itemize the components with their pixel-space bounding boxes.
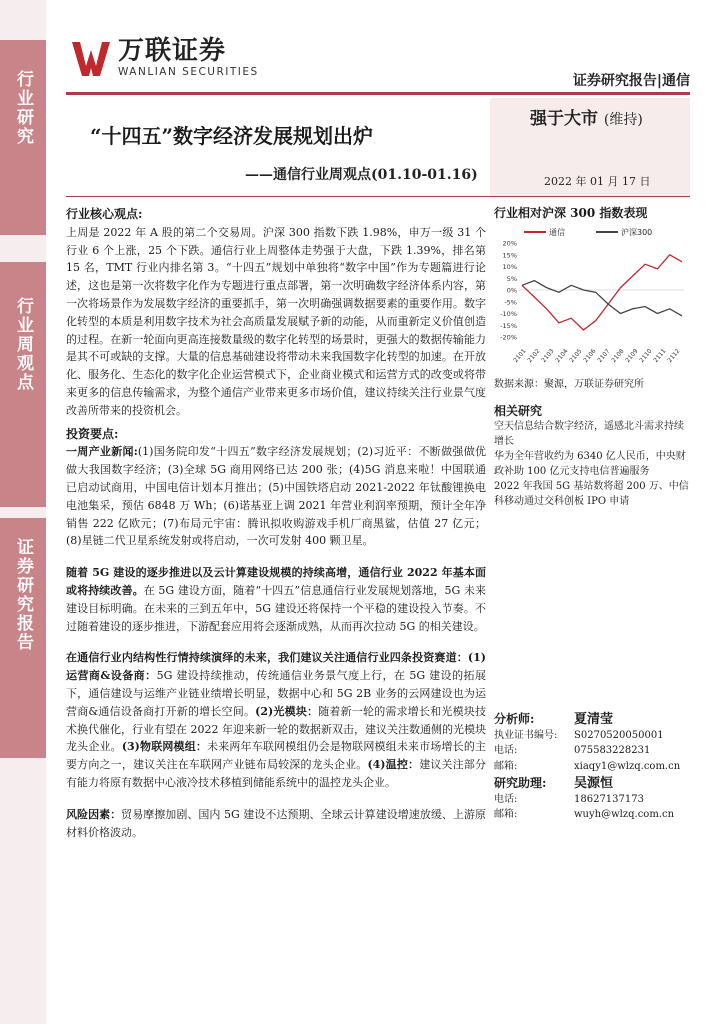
rating: [530, 104, 643, 129]
related-title: 相关研究: [494, 404, 543, 418]
header-rule: [66, 92, 690, 95]
analyst-label: 分析师:: [494, 712, 535, 726]
direction-2-body: 随着新一轮的需求增长和光模块技术换代催化，行业有望在 2022 年迎来新一轮的数据新双击，建议关注数通侧的光模块龙头企业。: [66, 704, 486, 754]
related-item[interactable]: 空天信息结合数字经济，遥感北斗需求持续增长: [494, 421, 684, 447]
points-title: 投资要点:: [66, 426, 119, 441]
page-subtitle: ——通信行业周观点(01.10-01.16): [245, 167, 478, 183]
x-tick-label: 2111: [652, 347, 668, 364]
core-body: 上周是 2022 年 A 股的第二个交易周。沪深 300 指数下跌 1.98%，申万一级 31 个行业 6 个上涨，25 个下跌。通信行业上周整体走势强于大盘，下跌 1.39%，排名第 15 名，TMT 行业内排名第 3。“十四五”规划中单独将“数字中国”作为专题篇进行论述，这也是第一次将数字化作为专题进行重点部署，第一次明确数字经济体系内容，第一次将场景作为发展数字经济的重要抓手，第一次明确强调数据要素的重要作用。数字化转型的本质是利用数字技术为社会高质量发展赋予新的动能，从而重新定义价值创造的过程。在新一轮面向更高连接数量级的数字化转型的场景时，更强大的数据传输能力是其不可或缺的支撑。大量的信息基础建设将带动未来我国数字化转型的加速。在开放化、服务化、生态化的数字化企业运营模式下，企业商业模式和运营方式的改变或将带来更多的信息传输需求，为整个通信产业带来更多市场价值，建议持续关注行业景气度改善所带来的投资机会。: [66, 225, 486, 417]
y-tick-label: -20%: [500, 333, 517, 342]
direction-4-body: 建议关注部分有能力将原有数据中心液冷技术移植到储能系统中的温控龙头企业。: [66, 758, 487, 789]
y-tick-label: 15%: [502, 251, 517, 260]
trend-body: 在 5G 建设方面，随着“十四五”信息通信行业发展规划落地，5G 未来建设目标明确。在未来的三到五年中，5G 建设还将保持一个平稳的建设投入节奏。不过随着建设的逐步推进，下游配套应用将会逐渐成熟，从而再次拉动 5G 的相关建设。: [66, 583, 486, 633]
x-tick-label: 2102: [526, 347, 542, 364]
trend-paragraph: [66, 564, 486, 635]
y-tick-label: 20%: [502, 239, 517, 248]
report-type: 证券研究报告|通信: [572, 73, 690, 89]
assistant-phone-row: [494, 792, 692, 808]
x-tick-label: 2110: [638, 347, 654, 364]
right-column: [494, 206, 692, 509]
brand-logo: [70, 38, 259, 78]
direction-1-body: 5G 建设持续推动，传统通信业务景气度上行，在 5G 建设的拓展下，通信建设与运维产业链业绩增长明显，数据中心和 5G 2B 业务的云网建设也为运营商&通信设备商打开新的增长空间。: [66, 669, 486, 718]
rating-note: (维持): [603, 112, 643, 128]
analyst-row: [494, 712, 692, 728]
y-tick-label: -10%: [500, 310, 517, 318]
x-tick-label: 2112: [666, 347, 682, 364]
assistant-row: [494, 776, 692, 792]
brand-name-cn: 万联证券: [118, 36, 227, 66]
analyst-name: 夏清莹: [574, 712, 614, 727]
legend-label: 沪深300: [621, 228, 653, 237]
sidebar-block-securities-report: [0, 518, 46, 758]
y-tick-label: 5%: [506, 274, 517, 283]
cert-row: [494, 728, 692, 744]
assistant-email-label: 邮箱:: [494, 809, 518, 820]
legend-label: 通信: [549, 228, 565, 237]
y-tick-label: 10%: [502, 263, 517, 271]
page-title: “十四五”数字经济发展规划出炉: [90, 124, 374, 148]
direction-2-label: (2)光模块：: [255, 704, 319, 718]
risk-body: 贸易摩擦加剧、国内 5G 建设不达预期、全球云计算建设增速放缓、上游原材料价格波动。: [66, 807, 487, 839]
risk-label: 风险因素：: [66, 807, 122, 821]
assistant-phone-value: 18627137173: [574, 793, 644, 805]
news-paragraph: [66, 443, 486, 550]
news-body: (1)国务院印发“十四五”数字经济发展规划；(2)习近平：不断做强做优做大我国数字经济；(3)全球 5G 商用网络已达 200 张；(4)5G 消息来啦！中国联通已启动试商用，中国电信计划本月推出；(5)中国铁塔启动 2021-2022 年钛酸锂换电电池集采，预估 6848 万 Wh；(6)诺基亚上调 2021 年营业利润率预期，预计全年净销售 222 亿欧元；(7)布局元宇宙：腾讯拟收购游戏手机厂商黑鲨，估值 27 亿元；(8)星链二代卫星系统发射或将启动，一次可发射 400 颗卫星。: [66, 445, 486, 548]
core-title: 行业核心观点:: [66, 207, 143, 221]
main-content: [66, 206, 486, 841]
x-tick-label: 2101: [512, 347, 528, 364]
related-item[interactable]: 2022 年我国 5G 基站数将超 200 万、中信科移动通过交科创板 IPO 申请: [494, 481, 689, 507]
chart-source: 数据来源：聚源，万联证券研究所: [494, 379, 644, 390]
x-tick-label: 2108: [610, 347, 626, 364]
rating-value: 强于大市: [530, 109, 598, 129]
assistant-phone-label: 电话:: [494, 793, 518, 805]
report-date: 2022 年 01 月 17 日: [544, 175, 651, 188]
wanlian-logo-icon: [70, 38, 112, 78]
relative-performance-chart: [494, 225, 692, 375]
news-label: 一周产业新闻:: [66, 445, 138, 459]
x-tick-label: 2104: [554, 347, 570, 364]
related-item[interactable]: 华为全年营收约为 6340 亿人民币，中央财政补助 100 亿元支持电信普遍服务: [494, 451, 686, 477]
x-tick-label: 2109: [624, 347, 640, 364]
y-tick-label: 0%: [506, 286, 517, 295]
sidebar-block-industry-research: [0, 40, 46, 235]
phone-label: 电话:: [494, 745, 518, 756]
y-tick-label: -5%: [504, 298, 517, 307]
sidebar-label: 行业周观点: [13, 297, 33, 392]
analyst-block: [494, 712, 692, 823]
risk-paragraph: [66, 806, 486, 842]
y-tick-label: -15%: [500, 321, 517, 330]
x-tick-label: 2107: [596, 347, 612, 364]
direction-1-label: (1)运营商&设备商：: [66, 651, 486, 683]
trend-bold: 随着 5G 建设的逐步推进以及云计算建设规模的持续高增，通信行业 2022 年基本面或将持续改善。: [66, 566, 486, 597]
assistant-label: 研究助理:: [494, 776, 547, 790]
related-list: [494, 419, 692, 509]
directions-paragraph: [66, 649, 486, 791]
x-tick-label: 2103: [540, 347, 556, 364]
sidebar-label: 证券研究报告: [13, 538, 33, 652]
cert-label: 执业证书编号:: [494, 729, 558, 741]
assistant-email-link[interactable]: wuyh@wlzq.com.cn: [574, 809, 675, 820]
phone-value: 075583228231: [574, 745, 651, 756]
direction-3-label: (3)物联网模组：: [121, 740, 208, 754]
email-label: 邮箱:: [494, 760, 518, 772]
brand-name-en: WANLIAN SECURITIES: [118, 66, 259, 78]
email-row: [494, 759, 692, 775]
email-link[interactable]: xiaqy1@wlzq.com.cn: [574, 760, 681, 772]
direction-4-label: (4)温控：: [367, 758, 420, 772]
series-line: [522, 281, 682, 316]
section-rule: [66, 196, 690, 197]
series-line: [522, 255, 682, 330]
direction-3-body: 未来两年车联网模组仍会是物联网模组未来市场增长的主要方向之一，建议关注在车联网产业链布局较深的龙头企业。: [66, 740, 486, 772]
assistant-email-row: [494, 807, 692, 823]
x-tick-label: 2106: [582, 347, 598, 364]
sidebar-block-weekly: [0, 262, 46, 507]
sidebar-label: 行业研究: [13, 70, 33, 146]
assistant-name: 吴源恒: [574, 776, 614, 791]
phone-row: [494, 743, 692, 759]
chart-title: 行业相对沪深 300 指数表现: [494, 206, 648, 220]
x-tick-label: 2105: [568, 347, 584, 364]
sidebar: [0, 0, 46, 1024]
cert-value: S0270520050001: [574, 729, 664, 741]
directions-bold: 在通信行业内结构性行情持续演绎的未来，我们建议关注通信行业四条投资赛道：: [66, 651, 468, 665]
